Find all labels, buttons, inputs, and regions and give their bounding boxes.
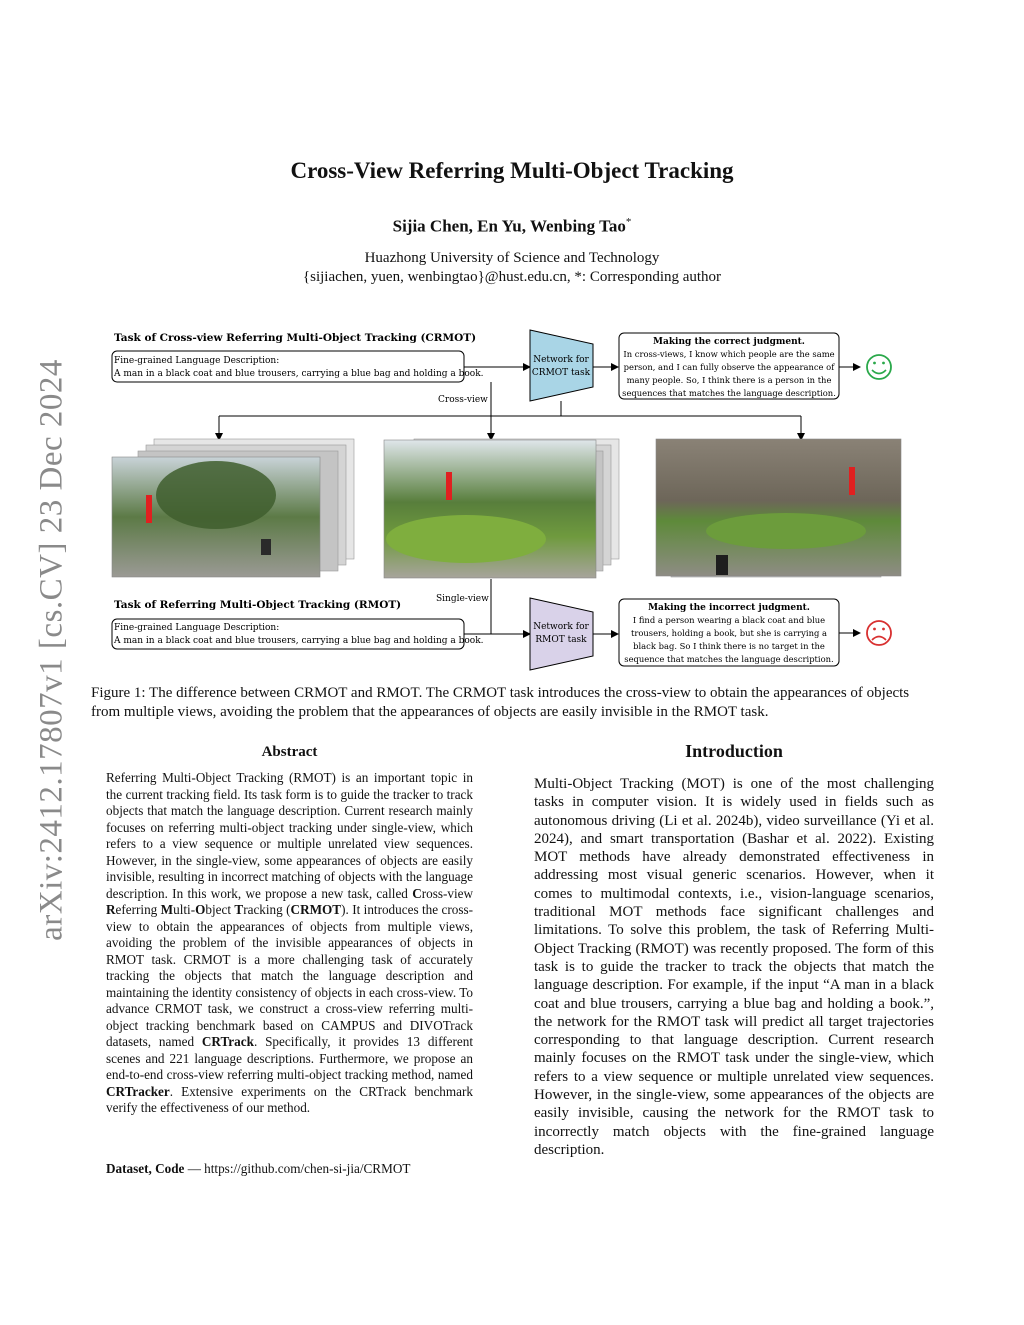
correct-line: many people. So, I think there is a person in the bbox=[626, 375, 832, 385]
crmot-network-line1: Network for bbox=[533, 355, 589, 365]
correct-line: person, and I can fully observe the appearance of bbox=[623, 362, 835, 372]
crmot-desc-label: Fine-grained Language Description: bbox=[114, 356, 280, 366]
paper-authors bbox=[0, 216, 1024, 237]
affiliation-block bbox=[0, 249, 1024, 287]
figure-diagram bbox=[106, 327, 918, 677]
arxiv-identifier: arXiv:2412.17807v1 [cs.CV] 23 Dec 2024 bbox=[33, 359, 70, 941]
arxiv-sidebar bbox=[30, 350, 74, 950]
incorrect-line: black bag. So I think there is no target in the bbox=[633, 641, 825, 651]
incorrect-judgment-title: Making the incorrect judgment. bbox=[648, 603, 810, 613]
sad-face-icon bbox=[867, 621, 891, 645]
figure-1 bbox=[106, 327, 918, 677]
figure-caption: Figure 1: The difference between CRMOT and RMOT. The CRMOT task introduces the cross-view to obtain the appearances of objects from multiple views, avoiding the problem that the appearances of objects are easily invisible in the RMOT task. bbox=[91, 685, 910, 720]
rmot-network-line1: Network for bbox=[533, 622, 589, 632]
introduction-title: Introduction bbox=[685, 741, 783, 761]
crmot-network-block bbox=[530, 330, 593, 401]
paper-title: Cross-View Referring Multi-Object Tracking bbox=[290, 158, 734, 183]
crmot-heading: Task of Cross-view Referring Multi-Object Tracking (CRMOT) bbox=[114, 332, 477, 344]
abstract-body: Referring Multi-Object Tracking (RMOT) is an important topic in the current tracking field. Its task form is to guide the tracker to track objects that match the language description. Current research mainly focuses on referring multi-object tracking under single-view, which refers to a view sequence or multiple unrelated view sequences. However, in the single-view, some appearances of objects are easily invisible, resulting in incorrect matching of objects with the language description. In this work, we propose a new task, called Cross-view Referring Multi-Object Tracking (CRMOT). It introduces the cross-view to obtain the appearances of objects from multiple views, avoiding the problem of the invisible appearances of objects in RMOT task. CRMOT is a more challenging task of accurately tracking the objects that match the language description and maintaining the identity consistency of objects in each cross-view. To advance CRMOT task, we construct a cross-view referring multi-object tracking benchmark based on CAMPUS and DIVOTrack datasets, named CRTrack. Specifically, it provides 13 different scenes and 221 language descriptions. Furthermore, we propose an end-to-end cross-view referring multi-object tracking method, named CRTracker. Extensive experiments on the CRTrack benchmark verify the effectiveness of our method. bbox=[106, 770, 473, 1115]
single-view-label: Single-view bbox=[436, 594, 489, 604]
introduction-body: Multi-Object Tracking (MOT) is one of the most challenging tasks in computer vision. It is widely used in fields such as autonomous driving (Li et al. 2024b), video surveillance (Yi et al. 2024), and smart transportation (Bashar et al. 2022). Existing MOT methods have already demonstrated effectiveness in addressing most visual generic scenarios. However, when it comes to multimodal contexts, i.e., vision-language scenarios, traditional MOT methods face significant challenges and limitations. To solve this problem, the task of Referring Multi-Object Tracking (RMOT) was recently proposed. The form of this task is to guide the tracker to track the objects that match the language description. For example, if the input “A man in a black coat and blue trousers, carrying a blue bag and holding a book.”, the network for the RMOT task will predict all target trajectories corresponding to that language description. Current research mainly focuses on the RMOT task under the single-view, which refers to a view sequence or multiple unrelated view sequences. However, in the single-view, some appearances of the objects are easily invisible, causing the network for the RMOT task to incorrectly match objects with the fine-grained language description. bbox=[534, 776, 934, 1158]
view-2-frames bbox=[384, 439, 619, 578]
corresponding-mark: * bbox=[625, 216, 632, 228]
affiliation: Huazhong University of Science and Technology bbox=[364, 250, 660, 266]
rmot-desc-text: A man in a black coat and blue trousers, carrying a blue bag and holding a book. bbox=[114, 636, 484, 646]
view-3-photo bbox=[656, 439, 901, 576]
happy-face-icon bbox=[867, 355, 891, 379]
correct-judgment-title: Making the correct judgment. bbox=[653, 337, 805, 347]
target-marker-icon bbox=[446, 472, 452, 500]
rmot-desc-label: Fine-grained Language Description: bbox=[114, 623, 280, 633]
rmot-network-line2: RMOT task bbox=[535, 635, 587, 645]
correct-line: sequences that matches the language description. bbox=[622, 388, 836, 398]
crmot-network-line2: CRMOT task bbox=[531, 368, 591, 378]
target-marker-icon bbox=[146, 495, 152, 523]
dataset-label: Dataset, Code bbox=[106, 1161, 185, 1176]
view-1-frames bbox=[112, 439, 354, 577]
target-marker-icon bbox=[849, 467, 855, 495]
correct-line: In cross-views, I know which people are the same bbox=[623, 349, 835, 359]
author-emails: {sijiachen, yuen, wenbingtao}@hust.edu.cn, *: Corresponding author bbox=[302, 269, 722, 285]
incorrect-line: trousers, holding a book, but she is carrying a bbox=[631, 628, 827, 638]
incorrect-line: I find a person wearing a black coat and blue bbox=[632, 615, 826, 625]
dataset-link[interactable]: https://github.com/chen-si-jia/CRMOT bbox=[204, 1161, 411, 1176]
abstract-title: Abstract bbox=[261, 744, 318, 760]
cross-view-label: Cross-view bbox=[438, 395, 488, 405]
dataset-code-line: Dataset, Code — https://github.com/chen-si-jia/CRMOT bbox=[106, 1161, 411, 1176]
crmot-desc-text: A man in a black coat and blue trousers, carrying a blue bag and holding a book. bbox=[114, 369, 484, 379]
rmot-network-block bbox=[530, 598, 593, 670]
view-3-frames bbox=[656, 439, 901, 577]
rmot-heading: Task of Referring Multi-Object Tracking (RMOT) bbox=[114, 599, 402, 611]
author-names: Sijia Chen, En Yu, Wenbing Tao bbox=[392, 216, 626, 236]
incorrect-line: sequence that matches the language description. bbox=[624, 654, 834, 664]
